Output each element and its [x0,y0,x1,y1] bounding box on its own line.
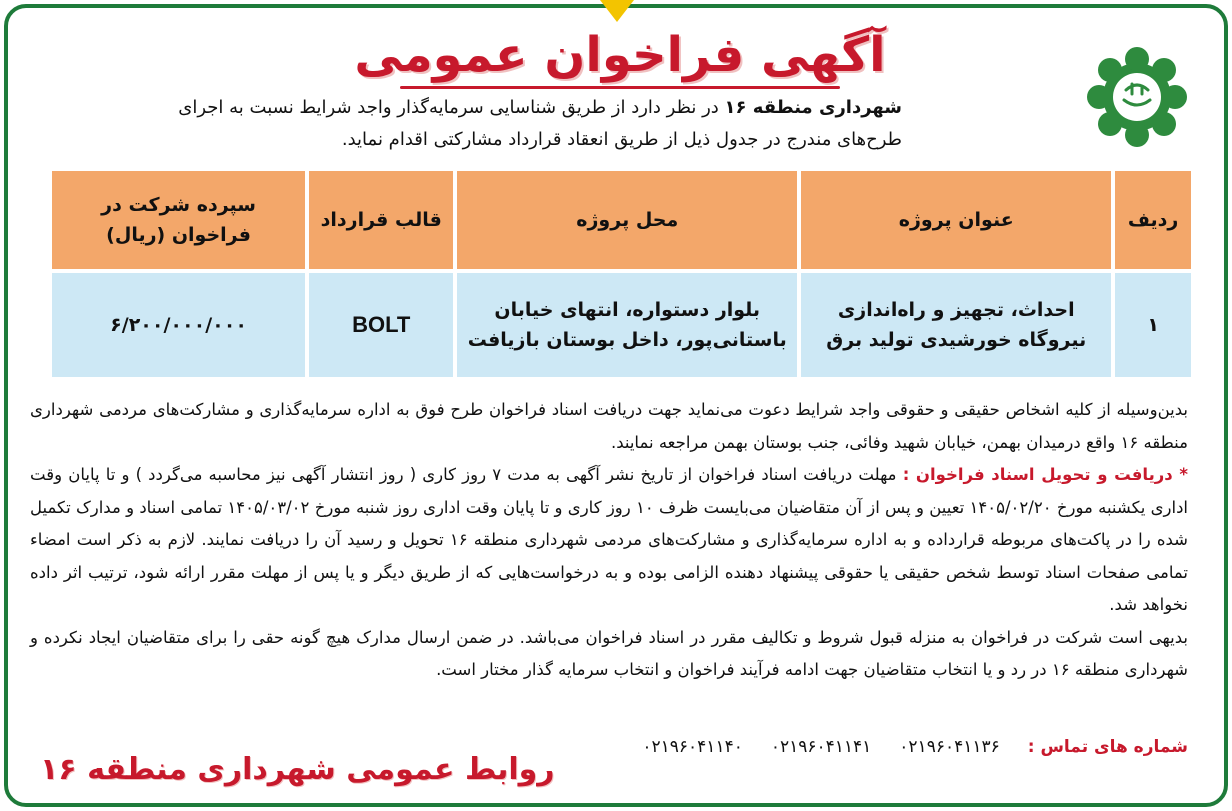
header-row-number: ردیف [1115,171,1191,269]
table-header-row [52,171,1191,269]
header-project-title: عنوان پروژه [801,171,1111,269]
header-deposit: سپرده شرکت در فراخوان (ریال) [52,171,305,269]
contact-line [642,732,1188,762]
header-project-location: محل پروژه [457,171,797,269]
cell-contract-type: BOLT [309,273,453,377]
contact-label: شماره های تماس : [1027,737,1188,757]
announcement-body [30,394,1188,687]
body-paragraph-conditions: بدیهی است شرکت در فراخوان به منزله قبول شروط و تکالیف مقرر در اسناد فراخوان می‌باشد. در ضمن ارسال مدارک هیچ گونه حقی را برای متقاضیان ایجاد نکرده و شهرداری منطقه ۱۶ در رد و یا انتخاب متقاضیان جهت ادامه فرآیند فراخوان و انتخاب سرمایه گذار مختار است. [30,627,1188,679]
table-row [52,273,1191,377]
intro-paragraph [122,92,902,156]
cell-deposit: ۶/۲۰۰/۰۰۰/۰۰۰ [52,273,305,377]
intro-text: در نظر دارد از طریق شناسایی سرمایه‌گذار واجد شرایط نسبت به اجرای طرح‌های مندرج در جدول ذیل از طریق انعقاد قرارداد مشارکتی اقدام نماید. [178,97,902,150]
body-paragraph-invitation: بدین‌وسیله از کلیه اشخاص حقیقی و حقوقی واجد شرایط دعوت می‌نماید جهت دریافت اسناد فراخوان طرح فوق به اداره سرمایه‌گذاری و مشارکت‌های مردمی شهرداری منطقه ۱۶ واقع درمیدان بهمن، خیابان شهید وفائی، جنب بوستان بهمن مراجعه نمایند. [30,400,1188,452]
title-underline [400,86,840,89]
projects-table [48,167,1195,381]
tehran-municipality-logo-icon [1082,42,1192,152]
body-paragraph-documents [30,459,1188,622]
top-triangle-marker [600,0,634,22]
cell-row-number: ۱ [1115,273,1191,377]
public-relations-signature: روابط عمومی شهرداری منطقه ۱۶ [40,752,555,787]
documents-label: * دریافت و تحویل اسناد فراخوان : [902,465,1188,484]
header-contract-type: قالب قرارداد [309,171,453,269]
intro-org: شهرداری منطقه ۱۶ [724,97,902,118]
announcement-title: آگهی فراخوان عمومی [354,27,886,83]
cell-project-title: احداث، تجهیز و راه‌اندازی نیروگاه خورشیدی تولید برق [801,273,1111,377]
documents-text: مهلت دریافت اسناد فراخوان از تاریخ نشر آگهی به مدت ۷ روز کاری ( روز انتشار آگهی نیز محاسبه می‌گردد ) و تا پایان وقت اداری یکشنبه مورخ ۱۴۰۵/۰۲/۲۰ تعیین و پس از آن متقاضیان می‌بایست ظرف ۱۰ روز کاری و تا پایان وقت اداری روز شنبه مورخ ۱۴۰۵/۰۳/۰۲ تمامی اسناد و مدارک تکمیل شده را در پاکت‌های مربوطه قرارداده و به اداره سرمایه‌گذاری و مشارکت‌های مردمی شهرداری منطقه ۱۶ تحویل و رسید آن را دریافت نمایند. لازم به ذکر است امضاء تمامی صفحات اسناد توسط شخص حقیقی یا حقوقی پیشنهاد دهنده الزامی بوده و به درخواست‌هایی که از طریق دیگر و یا پس از مهلت مقرر ارائه شود، ترتیب اثر داده نخواهد شد. [30,465,1189,614]
phone-number: ۰۲۱۹۶۰۴۱۱۳۶ [899,737,1000,757]
phone-number: ۰۲۱۹۶۰۴۱۱۴۰ [642,737,743,757]
cell-project-location: بلوار دستواره، انتهای خیابان باستانی‌پور، داخل بوستان بازیافت [457,273,797,377]
phone-number: ۰۲۱۹۶۰۴۱۱۴۱ [770,737,872,757]
